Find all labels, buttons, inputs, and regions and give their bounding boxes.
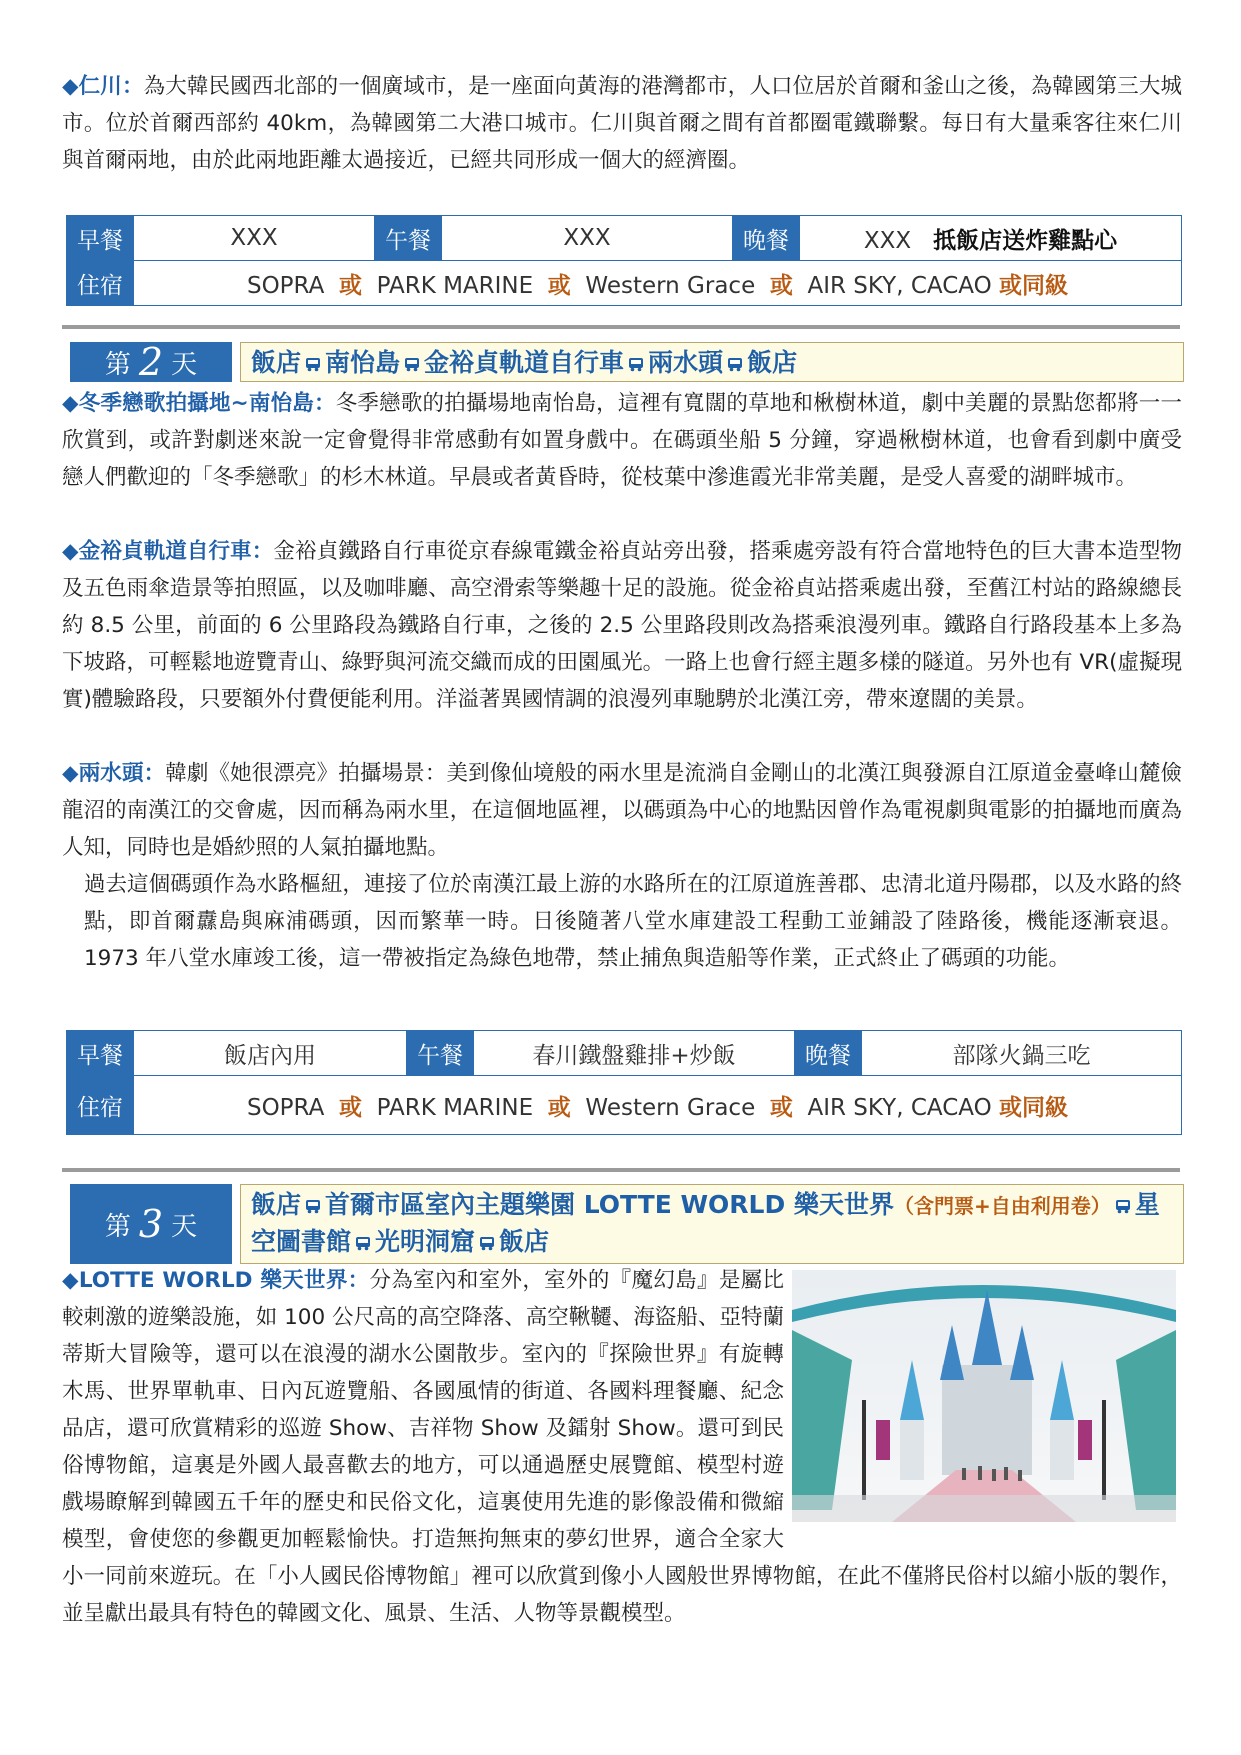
section-divider: [62, 1168, 1180, 1172]
bus-icon: [727, 357, 743, 372]
or-word: 或: [769, 1094, 793, 1121]
route-stop: 飯店: [251, 348, 302, 377]
rail-bike-paragraph: [62, 533, 1182, 718]
incheon-text: 為大韓民國西北部的一個廣域市，是一座面向黃海的港灣都市，人口位居於首爾和釜山之後，為韓國第三大城市。位於首爾西部約 40km，為韓國第二大港口城市。仁川與首爾之間有首都圈電鐵聯繫。每日有大量乘客往來仁川與首爾兩地，由於此兩地距離太過接近，已經共同形成一個大的經濟圈。: [62, 74, 1182, 173]
bus-icon: [305, 357, 321, 372]
or-word: 或: [338, 1094, 362, 1121]
bus-icon: [479, 1236, 495, 1251]
dumulmeori-paragraph: [62, 755, 1182, 866]
bus-icon: [355, 1236, 371, 1251]
lunch-label: 午餐: [375, 216, 442, 261]
day1-meal-table: [66, 215, 1182, 306]
day1-dinner-note: 抵飯店送炸雞點心: [933, 227, 1118, 254]
diamond-bullet-icon: ◆: [62, 74, 79, 99]
route-stop: 光明洞窟: [375, 1227, 476, 1256]
day1-dinner: [800, 216, 1182, 261]
diamond-bullet-icon: ◆: [62, 761, 79, 786]
dumulmeori-history-paragraph: 過去這個碼頭作為水路樞紐，連接了位於南漢江最上游的水路所在的江原道旌善郡、忠清北道丹陽郡，以及水路的終點，即首爾纛島與麻浦碼頭，因而繁華一時。日後隨著八堂水庫建設工程動工並鋪設了陸路後，機能逐漸衰退。1973 年八堂水庫竣工後，這一帶被指定為綠色地帶，禁止捕魚與造船等作業，正式終止了碼頭的功能。: [84, 872, 1182, 971]
diamond-bullet-icon: ◆: [62, 1268, 79, 1293]
incheon-paragraph: [62, 68, 1182, 179]
lodging-label: 住宿: [67, 1076, 134, 1135]
hotel-name: PARK MARINE: [376, 1094, 534, 1121]
or-similar-word: 或同級: [999, 1094, 1069, 1121]
hotel-name: Western Grace: [585, 272, 756, 299]
section-lead: 金裕貞軌道自行車：: [78, 539, 274, 564]
route-stop: 星空圖書館: [251, 1190, 1160, 1256]
day3-label: [70, 1184, 232, 1264]
diamond-bullet-icon: ◆: [62, 391, 79, 416]
breakfast-label: 早餐: [67, 1031, 134, 1076]
lunch-label: 午餐: [407, 1031, 474, 1076]
or-word: 或: [769, 272, 793, 299]
day3-header: [70, 1184, 1184, 1264]
day2-lunch: 春川鐵盤雞排+炒飯: [474, 1031, 795, 1076]
day3-route: [240, 1184, 1184, 1264]
day-number: 2: [138, 340, 164, 384]
route-note: （含門票+自由利用卷）: [893, 1194, 1111, 1218]
bus-icon: [1115, 1199, 1131, 1214]
hotel-name: SOPRA: [246, 1094, 325, 1121]
lodging-label: 住宿: [67, 261, 134, 306]
route-stop: 首爾市區室內主題樂園 LOTTE WORLD 樂天世界: [325, 1190, 894, 1219]
section-lead: 兩水頭：: [78, 761, 166, 786]
day2-meal-table: [66, 1030, 1182, 1135]
day2-breakfast: 飯店內用: [134, 1031, 407, 1076]
day2-lodging: [134, 1076, 1182, 1135]
breakfast-label: 早餐: [67, 216, 134, 261]
day1-dinner-value: XXX: [863, 227, 912, 254]
day2-dinner: 部隊火鍋三吃: [862, 1031, 1182, 1076]
route-stop: 飯店: [747, 348, 798, 377]
photo-spacer: [784, 1262, 1182, 1528]
day2-label: [70, 342, 232, 382]
hotel-name: AIR SKY, CACAO: [807, 272, 992, 299]
day-prefix: 第: [104, 1211, 131, 1242]
route-stop: 飯店: [499, 1227, 550, 1256]
dinner-label: 晚餐: [795, 1031, 862, 1076]
hotel-name: PARK MARINE: [376, 272, 534, 299]
or-word: 或: [547, 272, 571, 299]
bus-icon: [628, 357, 644, 372]
route-stop: 金裕貞軌道自行車: [424, 348, 625, 377]
nami-island-paragraph: [62, 385, 1182, 496]
section-lead: LOTTE WORLD 樂天世界：: [78, 1268, 370, 1293]
section-text: 分為室內和室外，室外的『魔幻島』是屬比較刺激的遊樂設施，如 100 公尺高的高空降落、高空鞦韆、海盜船、亞特蘭蒂斯大冒險等，還可以在浪漫的湖水公園散步。室內的『探險世界』有旋轉木馬、世界單軌車、日內瓦遊覽船、各國風情的街道、各國料理餐廳、紀念品店，還可欣賞精彩的巡遊 Show、吉祥物 Show 及鐳射 Show。還可到民俗博物館，這裏是外國人最喜歡去的地方，可以通過歷史展覽館、模型村遊戲場瞭解到韓國五千年的歷史和民俗文化，這裏使用先進的影像設備和微縮模型，會使您的參觀更加輕鬆愉快。打造無拘無束的夢幻世界，適合全家大小一同前來遊玩。在「小人國民俗博物館」裡可以欣賞到像小人國般世界博物館，在此不僅將民俗村以縮小版的製作，並呈獻出最具有特色的韓國文化、風景、生活、人物等景觀模型。: [62, 1268, 1182, 1626]
day-prefix: 第: [104, 349, 131, 380]
route-stop: 兩水頭: [648, 348, 724, 377]
hotel-name: Western Grace: [585, 1094, 756, 1121]
bus-icon: [404, 357, 420, 372]
section-lead: 冬季戀歌拍攝地~南怡島：: [78, 391, 336, 416]
dinner-label: 晚餐: [733, 216, 800, 261]
section-text: 金裕貞鐵路自行車從京春線電鐵金裕貞站旁出發，搭乘處旁設有符合當地特色的巨大書本造型物及五色雨傘造景等拍照區，以及咖啡廳、高空滑索等樂趣十足的設施。從金裕貞站搭乘處出發，至舊江村站的路線總長約 8.5 公里，前面的 6 公里路段為鐵路自行車，之後的 2.5 公里路段則改為搭乘浪漫列車。鐵路自行路段基本上多為下坡路，可輕鬆地遊覽青山、綠野與河流交織而成的田園風光。一路上也會行經主題多樣的隧道。另外也有 VR(虛擬現實)體驗路段，只要額外付費便能利用。洋溢著異國情調的浪漫列車馳騁於北漢江旁，帶來遼闊的美景。: [62, 539, 1182, 712]
diamond-bullet-icon: ◆: [62, 539, 79, 564]
bus-icon: [305, 1199, 321, 1214]
day1-lodging: [134, 261, 1182, 306]
hotel-name: AIR SKY, CACAO: [807, 1094, 992, 1121]
or-word: 或: [547, 1094, 571, 1121]
or-similar-word: 或同級: [999, 272, 1069, 299]
hotel-name: SOPRA: [246, 272, 325, 299]
day1-lunch: XXX: [442, 216, 733, 261]
route-stop: 南怡島: [325, 348, 401, 377]
day-suffix: 天: [171, 1211, 198, 1242]
day-suffix: 天: [171, 349, 198, 380]
incheon-lead: 仁川：: [78, 74, 144, 99]
section-text: 韓劇《她很漂亮》拍攝場景：美到像仙境般的兩水里是流淌自金剛山的北漢江與發源自江原道金臺峰山麓儉龍沼的南漢江的交會處，因而稱為兩水里，在這個地區裡，以碼頭為中心的地點因曾作為電視劇與電影的拍攝地而廣為人知，同時也是婚紗照的人氣拍攝地點。: [62, 761, 1182, 860]
day2-route: [240, 342, 1184, 382]
day-number: 3: [138, 1202, 164, 1246]
or-word: 或: [338, 272, 362, 299]
day1-breakfast: XXX: [134, 216, 375, 261]
section-divider: [62, 325, 1180, 329]
section-text: 冬季戀歌的拍攝場地南怡島，這裡有寬闊的草地和楸樹林道，劇中美麗的景點您都將一一欣賞到，或許對劇迷來說一定會覺得非常感動有如置身戲中。在碼頭坐船 5 分鐘，穿過楸樹林道，也會看到劇中廣受戀人們歡迎的「冬季戀歌」的杉木林道。早晨或者黃昏時，從枝葉中滲進霞光非常美麗，是受人喜愛的湖畔城市。: [62, 391, 1182, 490]
route-stop: 飯店: [251, 1190, 302, 1219]
day2-header: [70, 342, 1184, 382]
lotte-world-paragraph: [62, 1262, 1182, 1632]
